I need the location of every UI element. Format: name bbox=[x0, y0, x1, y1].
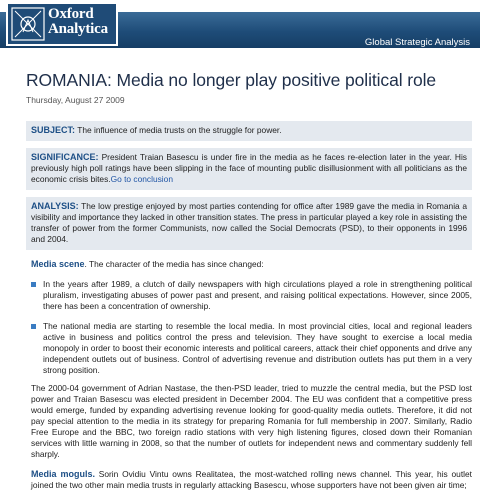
media-scene-text: . The character of the media has since changed: bbox=[84, 259, 264, 269]
media-scene-heading: Media scene bbox=[31, 259, 85, 269]
analysis-text: The low prestige enjoyed by most parties contending for office after 1989 gave the media in Romania a visibility and importance they lacked in other transition states. The press in particular played a key role in assisting the transfer of power from the former Communists, now called the Social Democrats (PSD), to their opponents in 1996 and 2004. bbox=[31, 201, 467, 244]
subject-box bbox=[26, 121, 472, 141]
nastase-paragraph: The 2000-04 government of Adrian Nastase, the then-PSD leader, tried to muzzle the central media, but the PSD lost power and Traian Basescu was elected president in December 2004. The EU was confident that a competitive press would emerge, funded by expanding advertising revenue looking for good-quality media outlets. Therefore, it did not pay special attention to the media in its strategy for preparing Romania for full membership in 2007. Similarly, Radio Free Europe and the BBC, two foreign radio stations with very high listening figures, closed down their Romanian services with little warning in 2008, so that the number of outlets for independent news and commentary suddenly fell sharply. bbox=[31, 383, 472, 459]
logo-text bbox=[48, 7, 108, 37]
significance-label: SIGNIFICANCE: bbox=[31, 152, 99, 162]
media-moguls-text: Sorin Ovidiu Vintu owns Realitatea, the most-watched rolling news channel. This year, his outlet joined the two other main media trusts in regularly attacking Basescu, whose supporters have not been given air time; bbox=[31, 469, 472, 490]
bullet-text: The national media are starting to resemble the local media. In most provincial cities, local and regional leaders active in business and politics control the press and television. They have sought to exercise a local media monopoly in order to boost their economic interests and political careers, attack their chief opponents and drive any independent outlets out of business. Control of advertising revenue and distribution outlets has put them in a very strong position. bbox=[43, 321, 472, 375]
oxford-analytica-logo[interactable] bbox=[6, 2, 118, 46]
list-item bbox=[31, 321, 472, 376]
analysis-box bbox=[26, 197, 472, 250]
list-item bbox=[31, 279, 472, 312]
significance-box bbox=[26, 148, 472, 190]
logo-emblem-icon bbox=[11, 7, 45, 41]
bullet-text: In the years after 1989, a clutch of daily newspapers with high circulations played a role in strengthening political pluralism, investigating abuses of power past and present, and raising political expectations. However, since 2005, there has been a concentration of ownership. bbox=[43, 279, 472, 311]
article-date: Thursday, August 27 2009 bbox=[26, 95, 125, 105]
article-title: ROMANIA: Media no longer play positive political role bbox=[26, 70, 437, 90]
logo-line-1: Oxford bbox=[48, 6, 94, 22]
article-content bbox=[26, 70, 472, 491]
media-moguls-heading: Media moguls. bbox=[31, 469, 95, 479]
significance-text: President Traian Basescu is under fire in the media as he faces re-election later in the year. His previously high poll ratings have been slipping in the face of mounting public disillusionment with all politicians as the economic crisis bites. bbox=[31, 152, 467, 184]
media-moguls-paragraph bbox=[26, 469, 472, 491]
go-to-conclusion-link[interactable]: Go to conclusion bbox=[110, 174, 173, 184]
bullet-square-icon bbox=[31, 282, 36, 287]
analysis-label: ANALYSIS: bbox=[31, 201, 79, 211]
subject-text: The influence of media trusts on the struggle for power. bbox=[77, 125, 282, 135]
site-header bbox=[0, 0, 480, 50]
media-scene-list bbox=[26, 279, 472, 376]
media-scene-paragraph bbox=[26, 259, 472, 270]
subject-label: SUBJECT: bbox=[31, 125, 76, 135]
logo-line-2: Analytica bbox=[48, 21, 108, 37]
header-tagline: Global Strategic Analysis bbox=[364, 37, 470, 48]
bullet-square-icon bbox=[31, 324, 36, 329]
